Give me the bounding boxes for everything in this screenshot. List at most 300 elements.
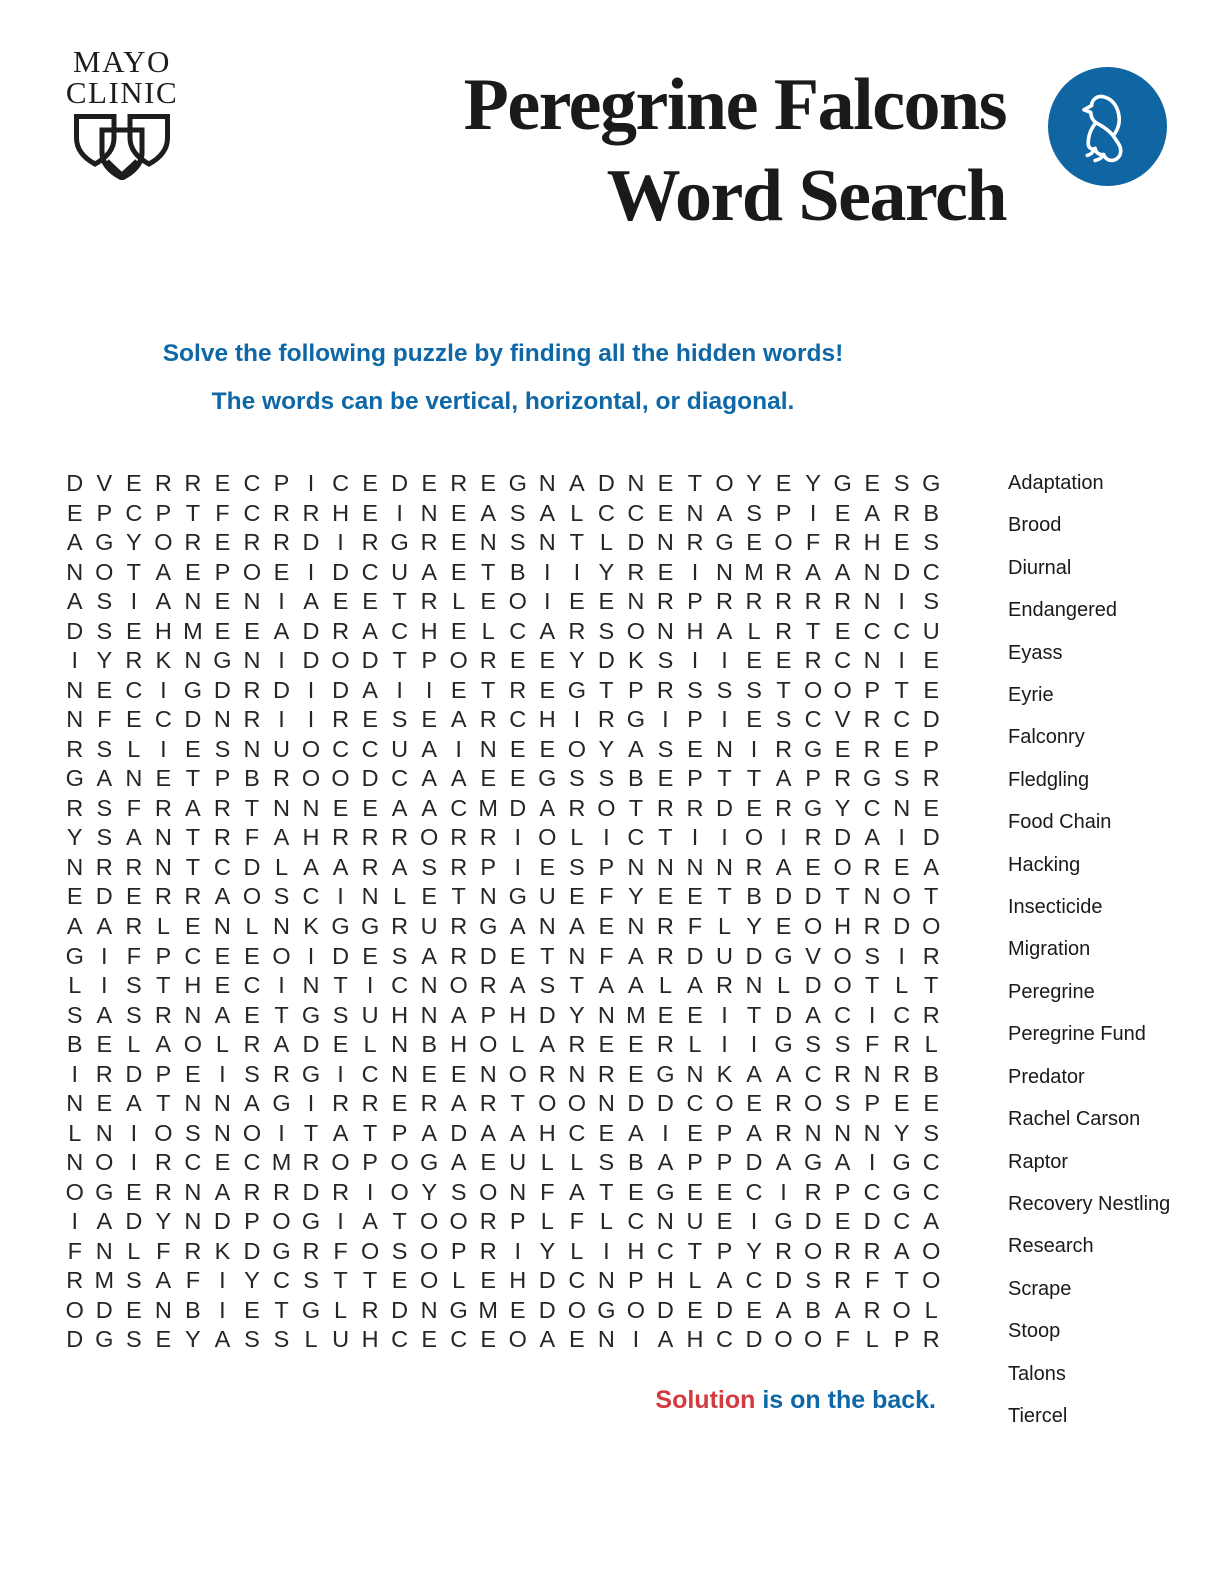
grid-letter: A [834, 558, 851, 585]
grid-letter: N [568, 1060, 586, 1087]
grid-letter: A [539, 794, 556, 821]
grid-letter: C [450, 1326, 468, 1353]
word-list-item: Rachel Carson [1008, 1108, 1141, 1131]
grid-letter: D [627, 529, 645, 556]
grid-letter: D [716, 1296, 733, 1323]
grid-letter: R [332, 1178, 350, 1205]
grid-letter: I [868, 1001, 876, 1028]
grid-letter: N [716, 853, 733, 880]
grid-letter: L [599, 1208, 613, 1235]
grid-letter: I [662, 706, 669, 733]
grid-letter: R [273, 529, 290, 556]
grid-letter: E [746, 529, 762, 556]
grid-letter: D [302, 1178, 320, 1205]
grid-letter: P [450, 1237, 467, 1264]
grid-letter: C [863, 794, 881, 821]
grid-letter: I [278, 706, 285, 733]
grid-letter: E [746, 647, 762, 674]
grid-letter: U [391, 558, 409, 585]
grid-letter: C [450, 794, 468, 821]
grid-letter: E [775, 913, 792, 939]
grid-letter: O [892, 1296, 911, 1323]
grid-letter: R [243, 706, 261, 733]
grid-letter: R [273, 765, 290, 792]
grid-letter: R [184, 883, 202, 910]
grid-letter: Y [746, 913, 762, 939]
grid-letter: P [598, 853, 615, 880]
grid-letter: A [155, 588, 172, 615]
grid-letter: C [922, 1149, 940, 1176]
grid-letter: E [509, 647, 526, 674]
grid-letter: M [626, 1001, 646, 1028]
grid-letter: R [538, 1060, 556, 1087]
grid-letter: G [301, 1208, 321, 1235]
grid-letter: R [627, 558, 645, 585]
grid-letter: A [244, 1090, 260, 1117]
grid-letter: R [184, 529, 202, 556]
grid-letter: O [154, 529, 173, 556]
grid-letter: S [391, 942, 408, 969]
grid-letter: I [898, 588, 905, 615]
grid-letter: N [273, 913, 290, 939]
word-list-item: Hacking [1008, 853, 1081, 876]
grid-letter: S [96, 824, 113, 851]
grid-letter: A [273, 617, 290, 644]
grid-letter: P [628, 1267, 644, 1294]
grid-letter: R [450, 824, 468, 851]
grid-letter: N [479, 883, 497, 910]
grid-letter: D [597, 647, 615, 674]
grid-letter: P [834, 1178, 851, 1205]
grid-letter: G [774, 1031, 793, 1058]
grid-letter: E [125, 883, 142, 910]
grid-letter: I [514, 853, 522, 880]
grid-letter: S [657, 735, 674, 762]
grid-letter: A [923, 853, 940, 880]
grid-letter: N [243, 647, 261, 674]
word-list-item: Eyass [1008, 641, 1063, 664]
grid-letter: A [568, 470, 585, 497]
grid-letter: D [302, 647, 320, 674]
grid-letter: R [213, 824, 231, 851]
grid-letter: R [893, 1060, 911, 1087]
grid-letter: E [923, 794, 940, 821]
grid-letter: O [567, 1090, 586, 1117]
grid-letter: T [333, 972, 348, 999]
grid-letter: E [480, 1149, 497, 1176]
grid-letter: K [628, 647, 644, 674]
grid-letter: A [509, 913, 526, 939]
grid-letter: T [924, 972, 939, 999]
grid-letter: O [183, 1031, 203, 1058]
grid-letter: M [744, 558, 764, 585]
grid-letter: F [126, 942, 141, 969]
grid-letter: R [863, 735, 881, 762]
grid-letter: A [775, 1296, 792, 1323]
grid-letter: I [721, 1001, 728, 1028]
grid-letter: O [922, 1267, 941, 1294]
instructions-line-1: Solve the following puzzle by finding all the hidden words! [162, 340, 844, 367]
grid-letter: E [657, 470, 674, 497]
grid-letter: R [154, 794, 172, 821]
grid-letter: K [214, 1237, 231, 1264]
grid-letter: T [864, 972, 880, 999]
grid-letter: S [214, 735, 231, 762]
grid-letter: A [450, 765, 467, 792]
grid-letter: A [923, 1208, 940, 1235]
grid-letter: C [627, 1208, 645, 1235]
grid-letter: C [745, 1178, 763, 1205]
grid-letter: C [243, 499, 261, 526]
grid-letter: R [656, 676, 674, 703]
grid-letter: L [393, 883, 407, 910]
grid-letter: N [243, 588, 261, 615]
grid-letter: N [243, 735, 261, 762]
grid-letter: O [774, 1326, 793, 1353]
grid-letter: R [568, 794, 586, 821]
grid-letter: R [686, 794, 704, 821]
word-list-item: Diurnal [1008, 556, 1072, 579]
grid-letter: I [780, 1178, 787, 1205]
grid-letter: G [508, 470, 527, 497]
grid-letter: E [421, 883, 437, 910]
grid-letter: R [243, 1178, 261, 1205]
grid-letter: I [337, 1208, 344, 1235]
grid-letter: A [125, 1090, 142, 1117]
grid-letter: E [657, 558, 674, 585]
grid-letter: R [243, 676, 261, 703]
grid-letter: R [893, 1031, 911, 1058]
grid-letter: S [657, 647, 674, 674]
grid-letter: C [568, 1119, 586, 1146]
grid-letter: R [834, 588, 852, 615]
grid-letter: N [125, 765, 143, 792]
grid-letter: I [160, 735, 167, 762]
grid-letter: S [923, 588, 940, 615]
grid-letter: P [687, 706, 703, 733]
grid-letter: R [656, 1031, 674, 1058]
grid-letter: B [628, 765, 644, 792]
grid-letter: F [244, 824, 260, 851]
grid-letter: I [71, 1208, 79, 1235]
grid-letter: G [597, 1296, 616, 1323]
grid-letter: D [627, 1090, 645, 1117]
grid-letter: S [450, 1178, 467, 1205]
grid-letter: E [893, 1090, 910, 1117]
grid-letter: T [540, 942, 555, 969]
grid-letter: N [184, 1208, 202, 1235]
word-list-item: Fledgling [1008, 768, 1090, 791]
grid-letter: R [154, 470, 172, 497]
grid-letter: R [568, 617, 586, 644]
grid-letter: N [213, 706, 231, 733]
grid-letter: G [331, 913, 350, 939]
grid-letter: E [480, 765, 497, 792]
grid-letter: P [509, 1208, 526, 1235]
grid-letter: O [95, 1149, 114, 1176]
grid-letter: A [805, 558, 821, 585]
grid-letter: P [923, 735, 940, 762]
grid-letter: R [775, 558, 793, 585]
grid-letter: P [421, 647, 437, 674]
grid-letter: E [332, 1031, 349, 1058]
grid-letter: Y [834, 794, 851, 821]
grid-letter: E [746, 794, 762, 821]
grid-letter: N [745, 972, 763, 999]
grid-letter: A [716, 499, 733, 526]
grid-letter: T [185, 499, 201, 526]
grid-letter: L [777, 972, 791, 999]
grid-letter: S [96, 588, 113, 615]
grid-letter: L [127, 1237, 141, 1264]
grid-letter: R [332, 824, 350, 851]
grid-letter: P [716, 1119, 733, 1146]
grid-letter: Y [96, 647, 113, 674]
grid-letter: D [243, 1237, 261, 1264]
grid-letter: S [687, 676, 703, 703]
grid-letter: T [392, 588, 407, 615]
grid-letter: I [632, 1326, 640, 1353]
grid-letter: S [421, 853, 437, 880]
grid-letter: E [657, 1001, 674, 1028]
logo-text-clinic: CLINIC [65, 75, 179, 110]
grid-letter: Y [893, 1119, 910, 1146]
grid-letter: F [126, 794, 141, 821]
grid-letter: G [833, 470, 852, 497]
grid-letter: A [657, 1326, 674, 1353]
grid-letter: R [302, 1237, 320, 1264]
grid-letter: A [539, 1326, 556, 1353]
grid-letter: T [599, 676, 614, 703]
grid-letter: A [834, 1149, 851, 1176]
grid-letter: O [65, 1296, 84, 1323]
grid-letter: R [66, 1267, 84, 1294]
grid-letter: I [721, 824, 728, 851]
grid-letter: Y [125, 529, 142, 556]
grid-letter: G [183, 676, 203, 703]
grid-letter: D [479, 942, 497, 969]
grid-letter: T [156, 1090, 171, 1117]
grid-letter: F [215, 499, 230, 526]
grid-letter: P [687, 1149, 703, 1176]
grid-letter: P [214, 765, 231, 792]
grid-letter: P [716, 1237, 733, 1264]
grid-letter: S [303, 1267, 319, 1294]
word-list-item: Migration [1008, 938, 1091, 961]
grid-letter: L [540, 1149, 554, 1176]
grid-letter: A [568, 1178, 585, 1205]
grid-letter: B [421, 1031, 437, 1058]
word-list-item: Stoop [1008, 1320, 1061, 1343]
grid-letter: C [893, 706, 911, 733]
word-list-item: Raptor [1008, 1150, 1069, 1173]
grid-letter: R [95, 853, 113, 880]
grid-letter: H [863, 529, 881, 556]
grid-letter: D [656, 1090, 674, 1117]
grid-letter: O [803, 1326, 823, 1353]
grid-letter: A [864, 499, 880, 526]
grid-letter: R [568, 1031, 586, 1058]
grid-letter: H [509, 1267, 527, 1294]
grid-letter: O [803, 676, 823, 703]
grid-letter: E [362, 706, 378, 733]
grid-letter: N [479, 735, 497, 762]
solution-rest-text: is on the back. [755, 1386, 936, 1414]
grid-letter: I [160, 676, 167, 703]
grid-letter: E [628, 1060, 644, 1087]
grid-letter: R [479, 824, 497, 851]
grid-letter: O [567, 735, 586, 762]
grid-letter: I [544, 558, 551, 585]
grid-letter: R [420, 1090, 438, 1117]
grid-letter: P [155, 1060, 172, 1087]
grid-letter: Y [598, 735, 615, 762]
grid-letter: O [449, 647, 468, 674]
grid-letter: Y [746, 470, 762, 497]
grid-letter: I [278, 1119, 285, 1146]
grid-letter: N [479, 1060, 497, 1087]
grid-letter: K [716, 1060, 733, 1087]
grid-letter: E [421, 706, 437, 733]
grid-letter: R [922, 1001, 940, 1028]
grid-letter: M [478, 1296, 498, 1323]
grid-letter: I [307, 676, 315, 703]
grid-letter: N [597, 1090, 615, 1117]
grid-letter: A [509, 972, 526, 999]
grid-letter: R [775, 1237, 793, 1264]
grid-letter: I [219, 1060, 226, 1087]
grid-letter: C [893, 617, 911, 644]
grid-letter: I [691, 824, 699, 851]
grid-letter: D [804, 972, 822, 999]
grid-letter: E [125, 617, 142, 644]
grid-letter: S [273, 1326, 290, 1353]
grid-letter: E [450, 529, 467, 556]
grid-letter: R [479, 972, 497, 999]
grid-letter: I [868, 1149, 876, 1176]
grid-letter: O [626, 617, 646, 644]
grid-letter: T [274, 1001, 289, 1028]
grid-letter: E [125, 1178, 142, 1205]
grid-letter: E [539, 853, 556, 880]
grid-letter: N [66, 1090, 84, 1117]
grid-letter: G [892, 1149, 911, 1176]
grid-letter: O [331, 1149, 350, 1176]
grid-letter: I [662, 1119, 669, 1146]
grid-letter: R [450, 942, 468, 969]
grid-letter: L [570, 824, 584, 851]
word-list-item: Peregrine [1008, 980, 1095, 1003]
grid-letter: C [391, 617, 409, 644]
grid-letter: T [481, 558, 496, 585]
grid-letter: R [479, 706, 497, 733]
grid-letter: S [746, 499, 762, 526]
title-line-2: Word Search [606, 155, 1006, 237]
grid-letter: L [156, 913, 170, 939]
grid-letter: U [538, 883, 556, 910]
grid-letter: E [185, 913, 201, 939]
grid-letter: A [125, 824, 142, 851]
grid-letter: R [213, 794, 231, 821]
grid-letter: D [391, 470, 409, 497]
grid-letter: A [805, 1001, 821, 1028]
grid-letter: A [834, 1296, 851, 1323]
grid-letter: E [362, 470, 378, 497]
grid-letter: V [96, 470, 113, 497]
grid-letter: E [185, 558, 201, 585]
grid-letter: Y [805, 470, 821, 497]
grid-letter: A [332, 853, 349, 880]
grid-letter: I [809, 499, 817, 526]
grid-letter: O [626, 1296, 646, 1323]
grid-letter: R [66, 794, 84, 821]
grid-letter: N [863, 1060, 881, 1087]
grid-letter: O [833, 972, 852, 999]
grid-letter: H [538, 706, 556, 733]
grid-letter: E [214, 529, 231, 556]
grid-letter: E [628, 1031, 644, 1058]
grid-letter: R [332, 1090, 350, 1117]
grid-letter: D [538, 1296, 556, 1323]
grid-letter: O [331, 765, 350, 792]
grid-letter: Y [628, 883, 644, 910]
grid-letter: E [480, 1326, 497, 1353]
grid-letter: R [361, 853, 379, 880]
grid-letter: O [567, 1296, 586, 1323]
grid-letter: O [803, 1090, 823, 1117]
grid-letter: N [154, 824, 172, 851]
grid-letter: Y [155, 1208, 172, 1235]
grid-letter: I [130, 1149, 138, 1176]
grid-letter: T [924, 883, 939, 910]
grid-letter: R [745, 588, 763, 615]
grid-letter: G [922, 470, 941, 497]
grid-letter: Y [598, 558, 615, 585]
grid-letter: A [628, 972, 644, 999]
grid-letter: D [922, 706, 940, 733]
grid-letter: L [570, 1149, 584, 1176]
grid-letter: C [391, 1326, 409, 1353]
grid-letter: R [834, 1060, 852, 1087]
grid-letter: S [805, 1267, 821, 1294]
grid-letter: E [687, 1296, 703, 1323]
grid-letter: N [597, 1326, 615, 1353]
grid-letter: P [244, 1208, 260, 1235]
grid-letter: T [362, 1267, 378, 1294]
grid-letter: O [272, 1208, 291, 1235]
grid-letter: A [303, 588, 319, 615]
grid-letter: E [687, 735, 703, 762]
grid-letter: N [656, 617, 674, 644]
grid-letter: H [154, 617, 172, 644]
grid-letter: R [775, 617, 793, 644]
grid-letter: K [155, 647, 172, 674]
grid-letter: R [479, 1237, 497, 1264]
grid-letter: T [805, 617, 821, 644]
grid-letter: T [894, 1267, 909, 1294]
grid-letter: A [746, 1119, 762, 1146]
grid-letter: A [214, 1001, 231, 1028]
grid-letter: E [923, 676, 940, 703]
grid-letter: T [126, 558, 141, 585]
grid-letter: R [361, 1090, 379, 1117]
grid-letter: G [360, 913, 380, 939]
grid-letter: I [898, 942, 905, 969]
grid-letter: Y [539, 1237, 556, 1264]
grid-letter: C [184, 1149, 202, 1176]
grid-letter: D [302, 617, 320, 644]
grid-letter: E [864, 470, 880, 497]
